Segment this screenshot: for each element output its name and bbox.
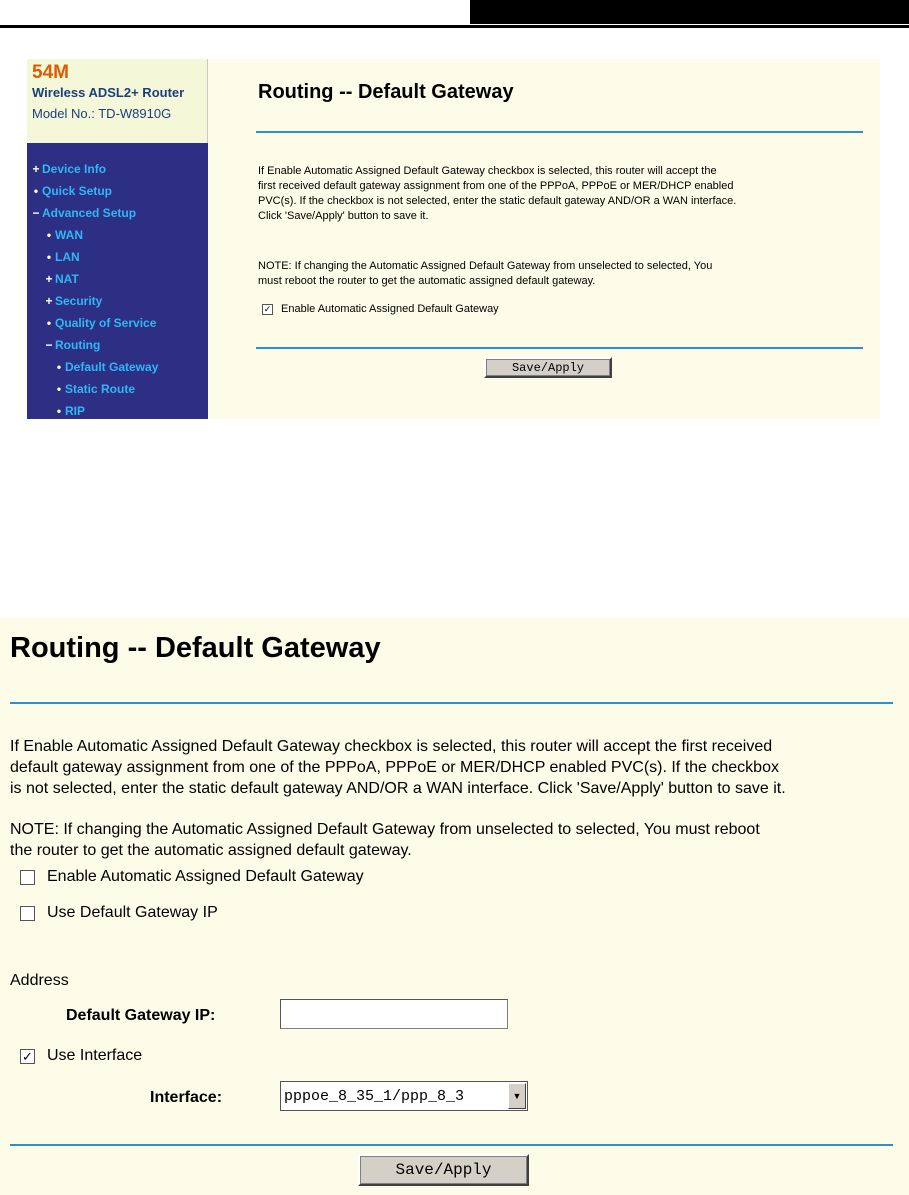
- sidebar-item-wan[interactable]: [27, 224, 208, 246]
- sidebar-item-label: Routing: [55, 338, 101, 352]
- enable-auto-gateway-label: Enable Automatic Assigned Default Gateway: [47, 868, 364, 885]
- gateway-ip-label: Default Gateway IP:: [66, 1007, 216, 1024]
- enable-auto-gateway-checkbox[interactable]: [262, 304, 273, 315]
- sidebar-item-label: RIP: [65, 404, 86, 418]
- screenshot-full-page: [27, 59, 880, 419]
- dropdown-arrow-icon[interactable]: ▼: [508, 1083, 526, 1109]
- sidebar-item-static-route[interactable]: [27, 378, 208, 400]
- sidebar-item-label: WAN: [55, 228, 83, 242]
- use-gateway-ip-label-cont: Address: [10, 972, 69, 989]
- enable-auto-gateway-option[interactable]: [20, 868, 364, 886]
- bullet-icon: •: [46, 316, 52, 330]
- page-title: Routing -- Default Gateway: [10, 632, 381, 664]
- sidebar-item-default-gateway[interactable]: [27, 356, 208, 378]
- sidebar-item-rip[interactable]: [27, 400, 208, 422]
- brand-speed: 54M: [32, 62, 69, 83]
- interface-select-value: pppoe_8_35_1/ppp_8_3: [284, 1087, 465, 1105]
- sidebar-item-device-info[interactable]: [27, 158, 208, 180]
- sidebar-item-quick-setup[interactable]: [27, 180, 208, 202]
- page-title: Routing -- Default Gateway: [258, 81, 514, 103]
- sidebar-item-label: Static Route: [65, 382, 136, 396]
- use-gateway-ip-checkbox[interactable]: [20, 906, 35, 921]
- sidebar-item-security[interactable]: [27, 290, 208, 312]
- enable-auto-gateway-checkbox[interactable]: [20, 870, 35, 885]
- header-rule: [0, 25, 909, 28]
- divider: [256, 131, 863, 133]
- sidebar-item-label: Security: [55, 294, 103, 308]
- model-number: Model No.: TD-W8910G: [32, 106, 172, 121]
- sidebar-item-nat[interactable]: [27, 268, 208, 290]
- header-bar: [470, 0, 909, 24]
- note-text: NOTE: If changing the Automatic Assigned Default Gateway from unselected to selected, You must reboot the router to get the automatic assigned default gateway.: [10, 821, 760, 859]
- sidebar-nav: [27, 143, 208, 419]
- sidebar-item-lan[interactable]: [27, 246, 208, 268]
- checkmark-icon: ✓: [263, 303, 272, 314]
- checkmark-icon: ✓: [22, 1048, 33, 1064]
- description-text: If Enable Automatic Assigned Default Gateway checkbox is selected, this router will accept the first received default gateway assignment from one of the PPPoA, PPPoE or MER/DHCP enabled PVC(s). If the checkbox is not selected, enter the static default gateway AND/OR a WAN interface. Click 'Save/Apply' button to save it.: [258, 165, 737, 222]
- main-content: [208, 59, 880, 419]
- enable-auto-gateway-option[interactable]: [262, 303, 499, 315]
- sidebar-item-label: Device Info: [42, 162, 107, 176]
- divider: [256, 347, 863, 349]
- use-interface-option[interactable]: [20, 1047, 142, 1065]
- use-gateway-ip-label: Use Default Gateway IP: [47, 904, 218, 921]
- sidebar-item-label: Quality of Service: [55, 316, 157, 330]
- bullet-icon: •: [46, 250, 52, 264]
- use-interface-label: Use Interface: [47, 1047, 143, 1064]
- plus-icon: +: [32, 162, 40, 176]
- divider: [10, 702, 893, 704]
- divider: [10, 1144, 893, 1146]
- plus-icon: +: [45, 294, 53, 308]
- save-apply-button[interactable]: Save/Apply: [358, 1154, 529, 1186]
- minus-icon: −: [32, 206, 40, 220]
- gateway-ip-input[interactable]: [280, 999, 508, 1029]
- sidebar-item-advanced-setup[interactable]: [27, 202, 208, 224]
- plus-icon: +: [45, 272, 53, 286]
- sidebar-item-label: NAT: [55, 272, 79, 286]
- sidebar-item-quality-of-service[interactable]: [27, 312, 208, 334]
- screenshot-detail-form: [0, 618, 909, 1195]
- description-text: If Enable Automatic Assigned Default Gateway checkbox is selected, this router will accept the first received default gateway assignment from one of the PPPoA, PPPoE or MER/DHCP enabled PVC(s). If the checkbox is not selected, enter the static default gateway AND/OR a WAN interface. Click 'Save/Apply' button to save it.: [10, 738, 786, 797]
- sidebar-item-label: Quick Setup: [42, 184, 113, 198]
- use-gateway-ip-option[interactable]: [20, 904, 218, 922]
- interface-select[interactable]: [280, 1081, 528, 1111]
- sidebar-item-label: LAN: [55, 250, 80, 264]
- brand-name: Wireless ADSL2+ Router: [32, 85, 185, 100]
- note-text: NOTE: If changing the Automatic Assigned Default Gateway from unselected to selected, You must reboot the router to get the automatic assigned default gateway.: [258, 260, 713, 287]
- brand-panel: [27, 59, 208, 143]
- interface-label: Interface:: [150, 1089, 223, 1106]
- sidebar-item-routing[interactable]: [27, 334, 208, 356]
- bullet-icon: •: [56, 360, 62, 374]
- bullet-icon: •: [56, 382, 62, 396]
- bullet-icon: •: [33, 184, 39, 198]
- minus-icon: −: [45, 338, 53, 352]
- use-interface-checkbox[interactable]: [20, 1049, 35, 1064]
- sidebar-item-label: Advanced Setup: [42, 206, 137, 220]
- save-apply-button[interactable]: Save/Apply: [484, 357, 612, 378]
- bullet-icon: •: [56, 404, 62, 418]
- enable-auto-gateway-label: Enable Automatic Assigned Default Gateway: [281, 303, 499, 315]
- bullet-icon: •: [46, 228, 52, 242]
- sidebar-item-label: Default Gateway: [65, 360, 159, 374]
